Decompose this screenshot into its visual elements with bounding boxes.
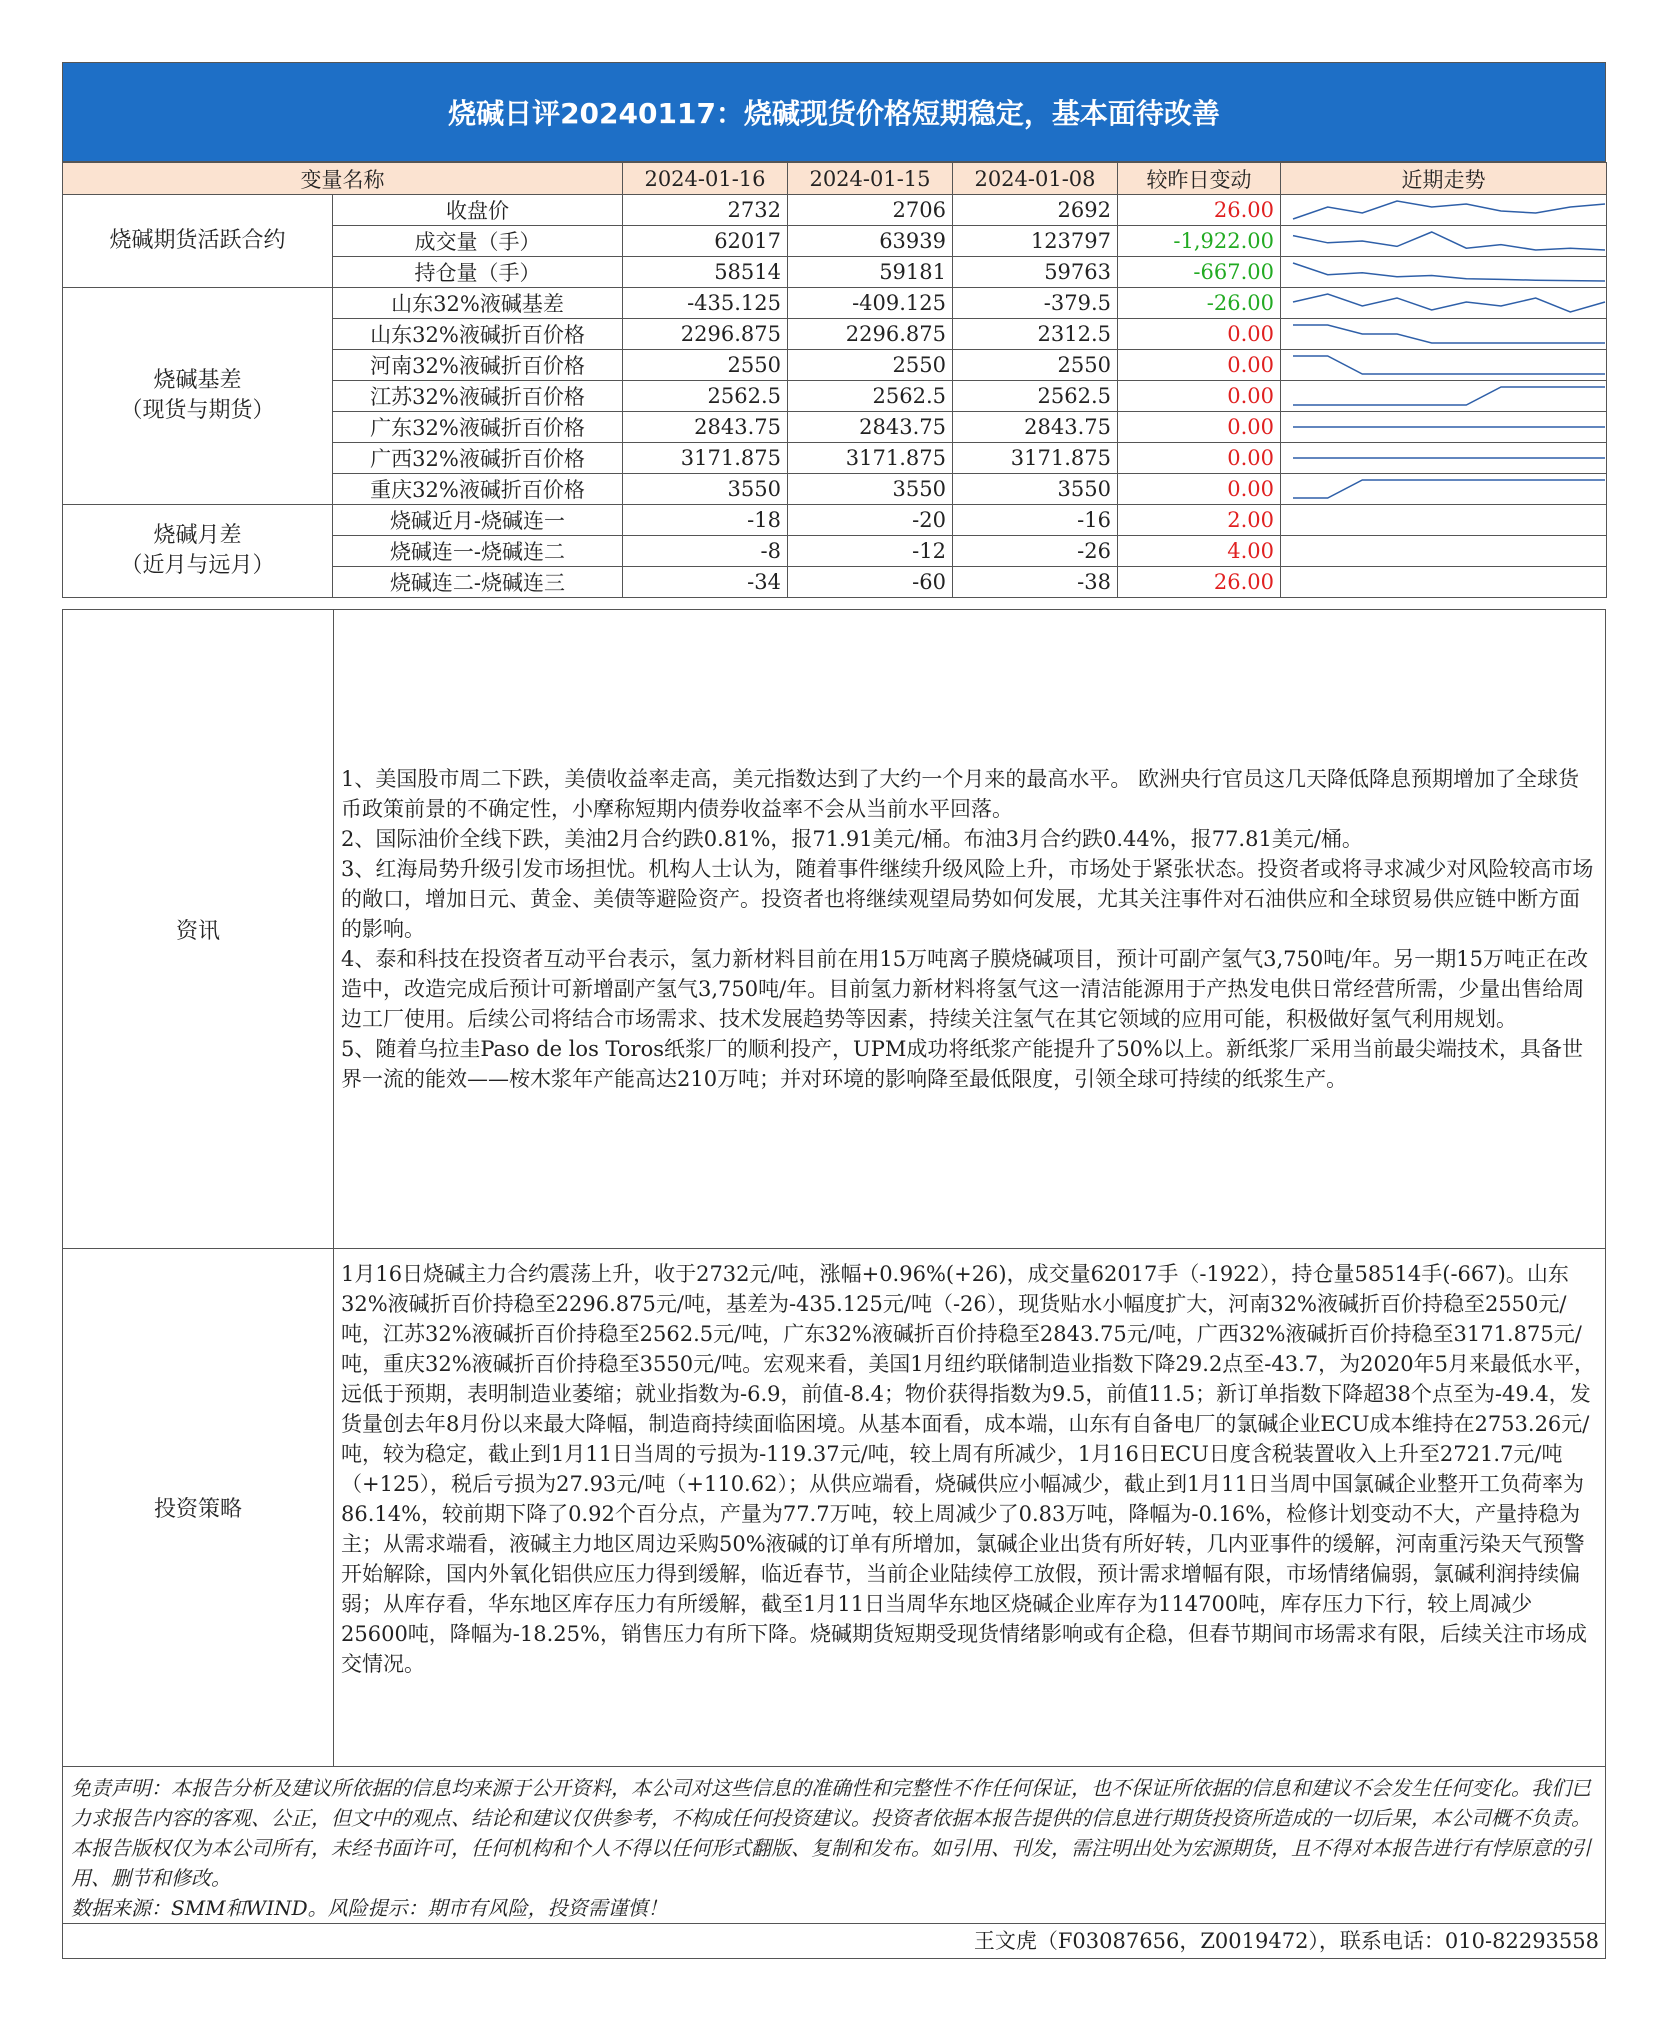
- value-date-2: 2550: [788, 350, 953, 381]
- value-date-2: -12: [788, 536, 953, 567]
- value-date-3: -26: [953, 536, 1118, 567]
- value-date-3: 3171.875: [953, 443, 1118, 474]
- trend-line: [1293, 294, 1605, 312]
- value-date-3: 2843.75: [953, 412, 1118, 443]
- value-date-3: 59763: [953, 257, 1118, 288]
- group-label-line: 烧碱月差: [153, 523, 242, 548]
- value-date-2: 3171.875: [788, 443, 953, 474]
- value-date-3: 2312.5: [953, 319, 1118, 350]
- trend-sparkline: [1281, 257, 1607, 288]
- group-label-line: 烧碱基差: [153, 368, 242, 393]
- change-value: 0.00: [1118, 350, 1281, 381]
- variable-name: 烧碱近月-烧碱连一: [333, 505, 623, 536]
- variable-name: 重庆32%液碱折百价格: [333, 474, 623, 505]
- value-date-1: 3171.875: [623, 443, 788, 474]
- change-value: 4.00: [1118, 536, 1281, 567]
- change-value: -667.00: [1118, 257, 1281, 288]
- trend-line: [1293, 263, 1605, 281]
- news-item: 1、美国股市周二下跌，美债收益率走高，美元指数达到了大约一个月来的最高水平。 欧洲央行官员这几天降低降息预期增加了全球货币政策前景的不确定性，小摩称短期内债券收益率不会从当前水平回落。: [341, 767, 1580, 821]
- strategy-text: 1月16日烧碱主力合约震荡上升，收于2732元/吨，涨幅+0.96%(+26)，成交量62017手（-1922），持仓量58514手(-667)。山东32%液碱折百价持稳至2296.875元/吨，基差为-435.125元/吨（-26），现货贴水小幅度扩大，河南32%液碱折百价持稳至2550元/吨，江苏32%液碱折百价持稳至2562.5元/吨，广东32%液碱折百价持稳至2843.75元/吨，广西32%液碱折百价持稳至3171.875元/吨，重庆32%液碱折百价持稳至3550元/吨。宏观来看，美国1月纽约联储制造业指数下降29.2点至-43.7，为2020年5月来最低水平，远低于预期，表明制造业萎缩；就业指数为-6.9，前值-8.4；物价获得指数为9.5，前值11.5；新订单指数下降超38个点至为-49.4，发货量创去年8月份以来最大降幅，制造商持续面临困境。从基本面看，成本端，山东有自备电厂的氯碱企业ECU成本维持在2753.26元/吨，较为稳定，截止到1月11日当周的亏损为-119.37元/吨，较上周有所减少，1月16日ECU日度含税装置收入上升至2721.7元/吨（+125），税后亏损为27.93元/吨（+110.62）；从供应端看，烧碱供应小幅减少，截止到1月11日当周中国氯碱企业整开工负荷率为86.14%，较前期下降了0.92个百分点，产量为77.7万吨，较上周减少了0.83万吨，降幅为-0.16%，检修计划变动不大，产量持稳为主；从需求端看，液碱主力地区周边采购50%液碱的订单有所增加，氯碱企业出货有所好转，几内亚事件的缓解，河南重污染天气预警开始解除，国内外氧化铝供应压力得到缓解，临近春节，当前企业陆续停工放假，预计需求增幅有限，市场情绪偏弱，氯碱利润持续偏弱；从库存看，华东地区库存压力有所缓解，截至1月11日当周华东地区烧碱企业库存为114700吨，库存压力下行，较上周减少25600吨，降幅为-18.25%，销售压力有所下降。烧碱期货短期受现货情绪影响或有企稳，但春节期间市场需求有限，后续关注市场成交情况。: [341, 1262, 1595, 1676]
- change-value: -1,922.00: [1118, 226, 1281, 257]
- value-date-2: 3550: [788, 474, 953, 505]
- value-date-3: -38: [953, 567, 1118, 598]
- trend-sparkline: [1281, 443, 1607, 474]
- value-date-1: 2843.75: [623, 412, 788, 443]
- trend-line: [1293, 356, 1605, 374]
- news-label: 资讯: [63, 610, 334, 1248]
- group-label-line: （现货与期货）: [120, 398, 275, 423]
- trend-sparkline: [1281, 412, 1607, 443]
- value-date-2: 2562.5: [788, 381, 953, 412]
- trend-sparkline: [1281, 288, 1607, 319]
- news-item: 3、红海局势升级引发市场担忧。机构人士认为，随着事件继续升级风险上升，市场处于紧张状态。投资者或将寻求减少对风险较高市场的敞口，增加日元、黄金、美债等避险资产。投资者也将继续观望局势如何发展，尤其关注事件对石油供应和全球贸易供应链中断方面的影响。: [341, 857, 1594, 941]
- value-date-2: 2706: [788, 195, 953, 226]
- value-date-2: -60: [788, 567, 953, 598]
- value-date-3: 3550: [953, 474, 1118, 505]
- value-date-3: 123797: [953, 226, 1118, 257]
- trend-line: [1293, 232, 1605, 250]
- value-date-1: 2732: [623, 195, 788, 226]
- value-date-1: 62017: [623, 226, 788, 257]
- value-date-2: 59181: [788, 257, 953, 288]
- value-date-1: -8: [623, 536, 788, 567]
- value-date-3: 2692: [953, 195, 1118, 226]
- change-value: 26.00: [1118, 567, 1281, 598]
- trend-line: [1293, 387, 1605, 405]
- group-label: [63, 288, 333, 505]
- trend-sparkline: [1281, 567, 1607, 598]
- news-item: 4、泰和科技在投资者互动平台表示，氢力新材料目前在用15万吨离子膜烧碱项目，预计可副产氢气3,750吨/年。另一期15万吨正在改造中，改造完成后预计可新增副产氢气3,750吨/年。目前氢力新材料将氢气这一清洁能源用于产热发电供日常经营所需，少量出售给周边工厂使用。后续公司将结合市场需求、技术发展趋势等因素，持续关注氢气在其它领域的应用可能，积极做好氢气利用规划。: [341, 947, 1588, 1031]
- value-date-1: -18: [623, 505, 788, 536]
- change-value: 0.00: [1118, 412, 1281, 443]
- strategy-section: [62, 1248, 1606, 1767]
- trend-sparkline: [1281, 381, 1607, 412]
- news-body: [333, 610, 1605, 1248]
- trend-line: [1293, 480, 1605, 498]
- value-date-3: 2562.5: [953, 381, 1118, 412]
- table-header-row: [63, 163, 1607, 195]
- value-date-3: 2550: [953, 350, 1118, 381]
- trend-line: [1293, 325, 1605, 343]
- report-sheet: [62, 62, 1606, 1960]
- value-date-2: 2843.75: [788, 412, 953, 443]
- value-date-1: -435.125: [623, 288, 788, 319]
- trend-sparkline: [1281, 226, 1607, 257]
- value-date-1: 3550: [623, 474, 788, 505]
- analyst-footer: 王文虎（F03087656，Z0019472），联系电话：010-82293558: [62, 1923, 1606, 1959]
- value-date-3: -16: [953, 505, 1118, 536]
- strategy-body: [333, 1249, 1605, 1766]
- trend-line: [1293, 201, 1605, 219]
- variable-name: 持仓量（手）: [333, 257, 623, 288]
- variable-name: 烧碱连二-烧碱连三: [333, 567, 623, 598]
- header-variable: 变量名称: [63, 163, 623, 195]
- value-date-3: -379.5: [953, 288, 1118, 319]
- trend-sparkline: [1281, 505, 1607, 536]
- news-section: [62, 609, 1606, 1249]
- trend-sparkline: [1281, 474, 1607, 505]
- variable-name: 广西32%液碱折百价格: [333, 443, 623, 474]
- table-row: [63, 505, 1607, 536]
- value-date-1: 2562.5: [623, 381, 788, 412]
- header-trend: 近期走势: [1281, 163, 1607, 195]
- value-date-2: 63939: [788, 226, 953, 257]
- change-value: 0.00: [1118, 443, 1281, 474]
- change-value: 26.00: [1118, 195, 1281, 226]
- change-value: -26.00: [1118, 288, 1281, 319]
- value-date-2: 2296.875: [788, 319, 953, 350]
- value-date-2: -20: [788, 505, 953, 536]
- trend-sparkline: [1281, 319, 1607, 350]
- disclaimer: [62, 1766, 1606, 1924]
- variable-name: 山东32%液碱折百价格: [333, 319, 623, 350]
- value-date-1: 2296.875: [623, 319, 788, 350]
- header-change: 较昨日变动: [1118, 163, 1281, 195]
- header-date-1: 2024-01-16: [623, 163, 788, 195]
- variable-name: 收盘价: [333, 195, 623, 226]
- change-value: 2.00: [1118, 505, 1281, 536]
- table-row: [63, 195, 1607, 226]
- data-table: [62, 162, 1607, 598]
- variable-name: 山东32%液碱基差: [333, 288, 623, 319]
- value-date-2: -409.125: [788, 288, 953, 319]
- disclaimer-text: 免责声明：本报告分析及建议所依据的信息均来源于公开资料，本公司对这些信息的准确性和完整性不作任何保证，也不保证所依据的信息和建议不会发生任何变化。我们已力求报告内容的客观、公正，但文中的观点、结论和建议仅供参考，不构成任何投资建议。投资者依据本报告提供的信息进行期货投资所造成的一切后果，本公司概不负责。本报告版权仅为本公司所有，未经书面许可，任何机构和个人不得以任何形式翻版、复制和发布。如引用、刊发，需注明出处为宏源期货，且不得对本报告进行有悖原意的引用、删节和修改。: [71, 1776, 1591, 1890]
- trend-sparkline: [1281, 350, 1607, 381]
- table-row: [63, 288, 1607, 319]
- report-title: 烧碱日评20240117：烧碱现货价格短期稳定，基本面待改善: [62, 62, 1606, 162]
- variable-name: 烧碱连一-烧碱连二: [333, 536, 623, 567]
- change-value: 0.00: [1118, 319, 1281, 350]
- change-value: 0.00: [1118, 474, 1281, 505]
- data-source: 数据来源：SMM和WIND。风险提示：期市有风险，投资需谨慎！: [71, 1896, 668, 1920]
- variable-name: 广东32%液碱折百价格: [333, 412, 623, 443]
- group-label: 烧碱期货活跃合约: [63, 195, 333, 288]
- header-date-2: 2024-01-15: [788, 163, 953, 195]
- value-date-1: 2550: [623, 350, 788, 381]
- variable-name: 成交量（手）: [333, 226, 623, 257]
- group-label-line: （近月与远月）: [120, 553, 275, 578]
- header-date-3: 2024-01-08: [953, 163, 1118, 195]
- trend-sparkline: [1281, 195, 1607, 226]
- variable-name: 江苏32%液碱折百价格: [333, 381, 623, 412]
- news-item: 5、随着乌拉圭Paso de los Toros纸浆厂的顺利投产，UPM成功将纸浆产能提升了50%以上。新纸浆厂采用当前最尖端技术，具备世界一流的能效——桉木浆年产能高达210万吨；并对环境的影响降至最低限度，引领全球可持续的纸浆生产。: [341, 1037, 1584, 1091]
- value-date-1: 58514: [623, 257, 788, 288]
- news-item: 2、国际油价全线下跌，美油2月合约跌0.81%，报71.91美元/桶。布油3月合约跌0.44%，报77.81美元/桶。: [341, 827, 1363, 851]
- strategy-label: 投资策略: [63, 1249, 334, 1766]
- trend-sparkline: [1281, 536, 1607, 567]
- group-label: [63, 505, 333, 598]
- value-date-1: -34: [623, 567, 788, 598]
- variable-name: 河南32%液碱折百价格: [333, 350, 623, 381]
- change-value: 0.00: [1118, 381, 1281, 412]
